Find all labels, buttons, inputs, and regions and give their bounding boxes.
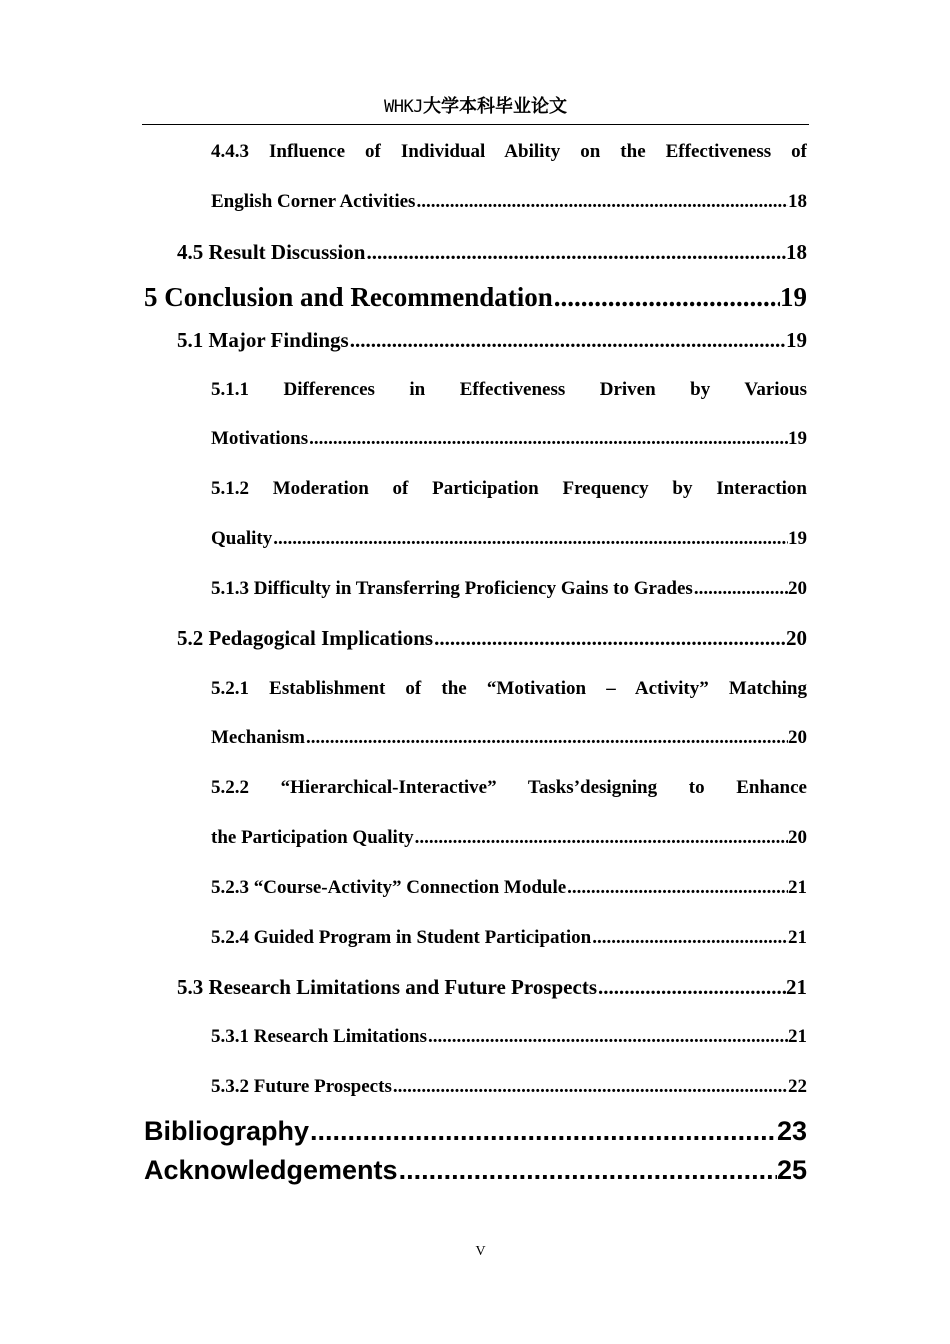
page-number: 19 [788,428,807,449]
toc-entry-5-1-1: Motivations ..... 19 [211,426,807,452]
toc-entry-5-2-1: Mechanism ..... 20 [211,725,807,751]
page-number: 22 [788,1076,807,1097]
toc-entry-4-4-3-line1: 4.4.3 Influence of Individual Ability on the Effectiveness of [211,141,807,162]
toc-entry-5-3: 5.3 Research Limitations and Future Prospects ..... 21 [177,973,807,1001]
running-header [142,94,809,120]
page-number: 19 [786,328,807,352]
page-number: 19 [780,282,807,312]
toc-bibliography: Bibliography ..... 23 [144,1114,807,1148]
page-footer-number: V [475,1244,486,1259]
toc-entry-5-3-1: 5.3.1 Research Limitations ..... 21 [211,1024,807,1050]
toc-entry-5-2: 5.2 Pedagogical Implications ..... 20 [177,624,807,652]
header-title: 大学本科毕业论文 [422,96,567,117]
page-number: 21 [788,877,807,898]
toc-entry-5-2-2: the Participation Quality ..... 20 [211,825,807,851]
page-number: 20 [788,827,807,848]
toc-entry-4-4-3: English Corner Activities ..... 18 [211,189,807,215]
page-number: 23 [776,1116,807,1146]
toc-entry-5-1-2-line1: 5.1.2 Moderation of Participation Frequency by Interaction [211,478,807,499]
page-number: 20 [788,578,807,599]
page-number: 25 [776,1155,807,1185]
toc-entry-4-5: 4.5 Result Discussion ..... 18 [177,238,807,266]
header-latin: WHKJ [384,97,423,117]
page-number: 20 [786,626,807,650]
toc-entry-5-2-1-line1: 5.2.1 Establishment of the “Motivation – Activity” Matching [211,678,807,699]
page-number: 18 [788,191,807,212]
toc-entry-5-2-2-line1: 5.2.2 “Hierarchical-Interactive” Tasks’designing to Enhance [211,777,807,798]
toc-entry-5-1: 5.1 Major Findings ..... 19 [177,326,807,354]
toc-acknowledgements: Acknowledgements ..... 25 [144,1153,807,1187]
page-number: 18 [786,240,807,264]
header-rule [142,124,809,125]
toc-entry-5-1-1-line1: 5.1.1 Differences in Effectiveness Driven by Various [211,379,807,400]
page-number: 21 [788,1026,807,1047]
toc-entry-5-2-3: 5.2.3 “Course-Activity” Connection Module ..... 21 [211,875,807,901]
toc-entry-5-1-2: Quality ..... 19 [211,526,807,552]
page-number: 19 [788,528,807,549]
page-number: 21 [786,975,807,999]
toc-entry-5-2-4: 5.2.4 Guided Program in Student Participation ..... 21 [211,925,807,951]
toc-chapter-5: 5 Conclusion and Recommendation ..... 19 [144,280,807,314]
page-number: 21 [788,927,807,948]
toc-entry-5-3-2: 5.3.2 Future Prospects ..... 22 [211,1074,807,1100]
toc-entry-5-1-3: 5.1.3 Difficulty in Transferring Proficiency Gains to Grades ..... 20 [211,576,807,602]
page-number: 20 [788,727,807,748]
